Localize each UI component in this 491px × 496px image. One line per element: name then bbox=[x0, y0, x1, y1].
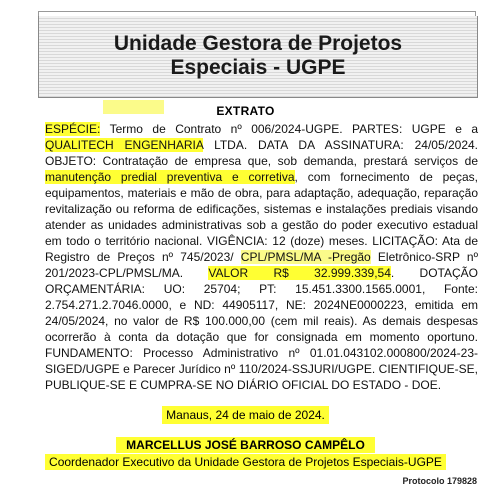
highlighted-text: manutenção predial preventiva e corretiva bbox=[45, 170, 295, 184]
extract-body bbox=[45, 121, 478, 393]
page-title-line-2: Especiais - UGPE bbox=[170, 56, 346, 79]
protocol-number: Protocolo 179828 bbox=[402, 476, 477, 486]
signer-name-text: MARCELLUS JOSÉ BARROSO CAMPÊLO bbox=[116, 437, 375, 453]
extract-heading: EXTRATO bbox=[216, 104, 275, 118]
extract-paragraph bbox=[45, 121, 478, 393]
place-date bbox=[0, 408, 491, 422]
highlighted-text: QUALITECH ENGENHARIA bbox=[45, 138, 204, 152]
place-date-text: Manaus, 24 de maio de 2024. bbox=[162, 406, 329, 424]
highlighted-text: CPL/PMSL/MA -Pregão bbox=[240, 250, 371, 264]
signer-name bbox=[0, 438, 491, 452]
extract-text: . DOTAÇÃO ORÇAMENTÁRIA: UO: 25704; PT: 15.451.3300.1565.0001, Fonte: 2.754.271.2.7046.0000, e ND: 44905117, NE: 2024NE0000223, emitida em 24/05/2024, no valor de R$ 100.000,00 (cem mil reais). As demais despesas ocorrerão à conta da dotação que for consignada em momento oportuno. FUNDAMENTO: Processo Administrativo nº 01.01.043102.000800/2024-23-SIGED/UGPE e Parecer Jurídico nº 110/2024-SSJURI/UGPE. CIENTIFIQUE-SE, PUBLIQUE-SE E CUMPRA-SE NO DIÁRIO OFICIAL DO ESTADO - DOE. bbox=[45, 266, 478, 392]
extract-text: Eletrônico-SRP nº 201/2023-CPL/PMSL/MA. bbox=[45, 250, 478, 280]
extract-text: LTDA. DATA DA ASSINATURA: 24/05/2024. OBJETO: Contratação de empresa que, sob demanda, prestará serviços de bbox=[45, 138, 478, 168]
extract-text: , com fornecimento de peças, equipamentos, materiais e mão de obra, para adaptação, adequação, reparação revitalização ou reforma de edificações, sistemas e instalações prediais visando atender as unidades administrativas sob a gestão do poder executivo estadual em todo o território nacional. VIGÊNCIA: 12 (doze) meses. LICITAÇÃO: Ata de Registro de Preços nº 745/2023/ bbox=[45, 170, 478, 264]
page-title bbox=[39, 32, 477, 80]
header-banner bbox=[38, 16, 478, 98]
signer-role bbox=[0, 455, 491, 469]
highlighted-text: VALOR R$ 32.999.339,54 bbox=[208, 266, 391, 280]
highlighted-text: ESPÉCIE: bbox=[45, 122, 101, 136]
page-title-line-1: Unidade Gestora de Projetos bbox=[113, 32, 403, 55]
extract-text: Termo de Contrato nº 006/2024-UGPE. PARTES: UGPE e a bbox=[100, 122, 478, 136]
signer-role-text: Coordenador Executivo da Unidade Gestora de Projetos Especiais-UGPE bbox=[45, 454, 446, 470]
